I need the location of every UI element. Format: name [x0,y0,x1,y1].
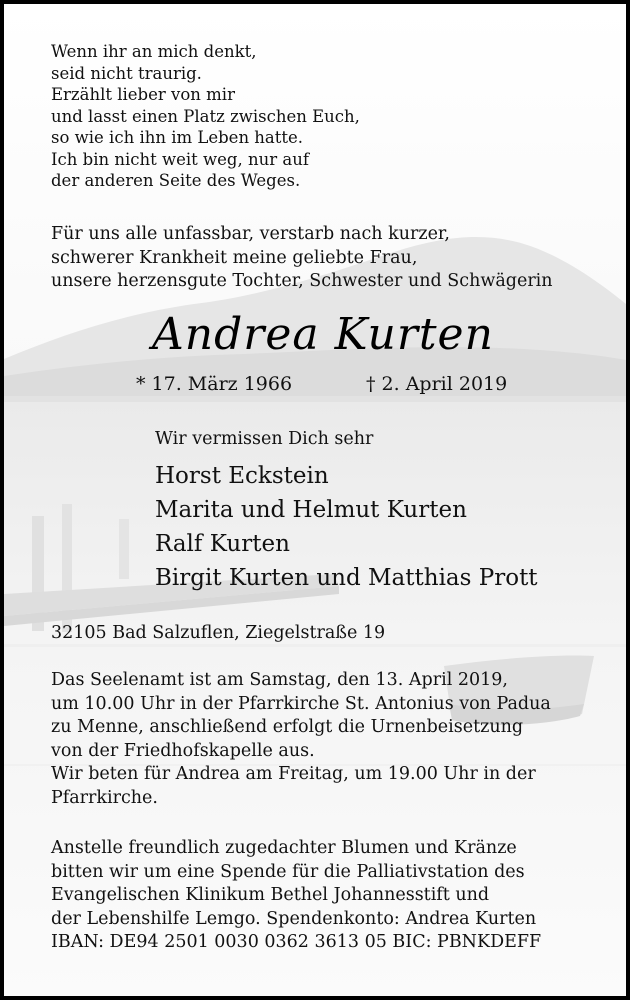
donation-line: Anstelle freundlich zugedachter Blumen und Kränze [51,838,517,858]
deceased-name: Andrea Kurten [152,309,494,360]
donation-block [51,837,541,955]
mourner-name: Ralf Kurten [155,531,290,557]
donation-line: bitten wir um eine Spende für die Palliativstation des [51,861,525,882]
donation-line: IBAN: DE94 2501 0030 0362 3613 05 BIC: PBNKDEFF [51,932,542,952]
intro-line: Für uns alle unfassbar, verstarb nach kurzer, [51,224,450,244]
donation-line: Evangelischen Klinikum Bethel Johannesstift und [51,885,490,905]
service-line: von der Friedhofskapelle aus. [51,740,315,761]
notice-content [4,4,626,996]
poem-line: der anderen Seite des Weges. [51,171,301,190]
service-line: Wir beten für Andrea am Freitag, um 19.00 Uhr in der [51,764,536,784]
intro-block [51,223,553,294]
intro-line: unsere herzensgute Tochter, Schwester und Schwägerin [51,271,553,291]
mourner-name: Marita und Helmut Kurten [155,497,467,523]
poem-line: Wenn ihr an mich denkt, [51,42,257,61]
mourner-name: Horst Eckstein [155,463,329,489]
mourner-name: Birgit Kurten und Matthias Prott [155,565,538,591]
service-line: Das Seelenamt ist am Samstag, den 13. April 2019, [51,670,508,690]
service-line: Pfarrkirche. [51,787,158,808]
poem-line: Erzählt lieber von mir [51,85,235,104]
poem-line: seid nicht traurig. [51,63,202,83]
birth-date: * 17. März 1966 [136,373,293,395]
poem-line: Ich bin nicht weit weg, nur auf [51,149,309,169]
service-line: zu Menne, anschließend erfolgt die Urnenbeisetzung [51,717,524,737]
death-date: † 2. April 2019 [366,373,508,395]
missing-line: Wir vermissen Dich sehr [155,429,374,449]
poem-block [51,41,360,192]
service-line: um 10.00 Uhr in der Pfarrkirche St. Antonius von Padua [51,693,551,714]
intro-line: schwerer Krankheit meine geliebte Frau, [51,247,418,268]
donation-line: der Lebenshilfe Lemgo. Spendenkonto: Andrea Kurten [51,908,537,929]
mourners-list [155,459,538,595]
poem-line: so wie ich ihn im Leben hatte. [51,128,304,147]
poem-line: und lasst einen Platz zwischen Euch, [51,106,360,126]
service-block [51,669,551,810]
address: 32105 Bad Salzuflen, Ziegelstraße 19 [51,623,386,643]
